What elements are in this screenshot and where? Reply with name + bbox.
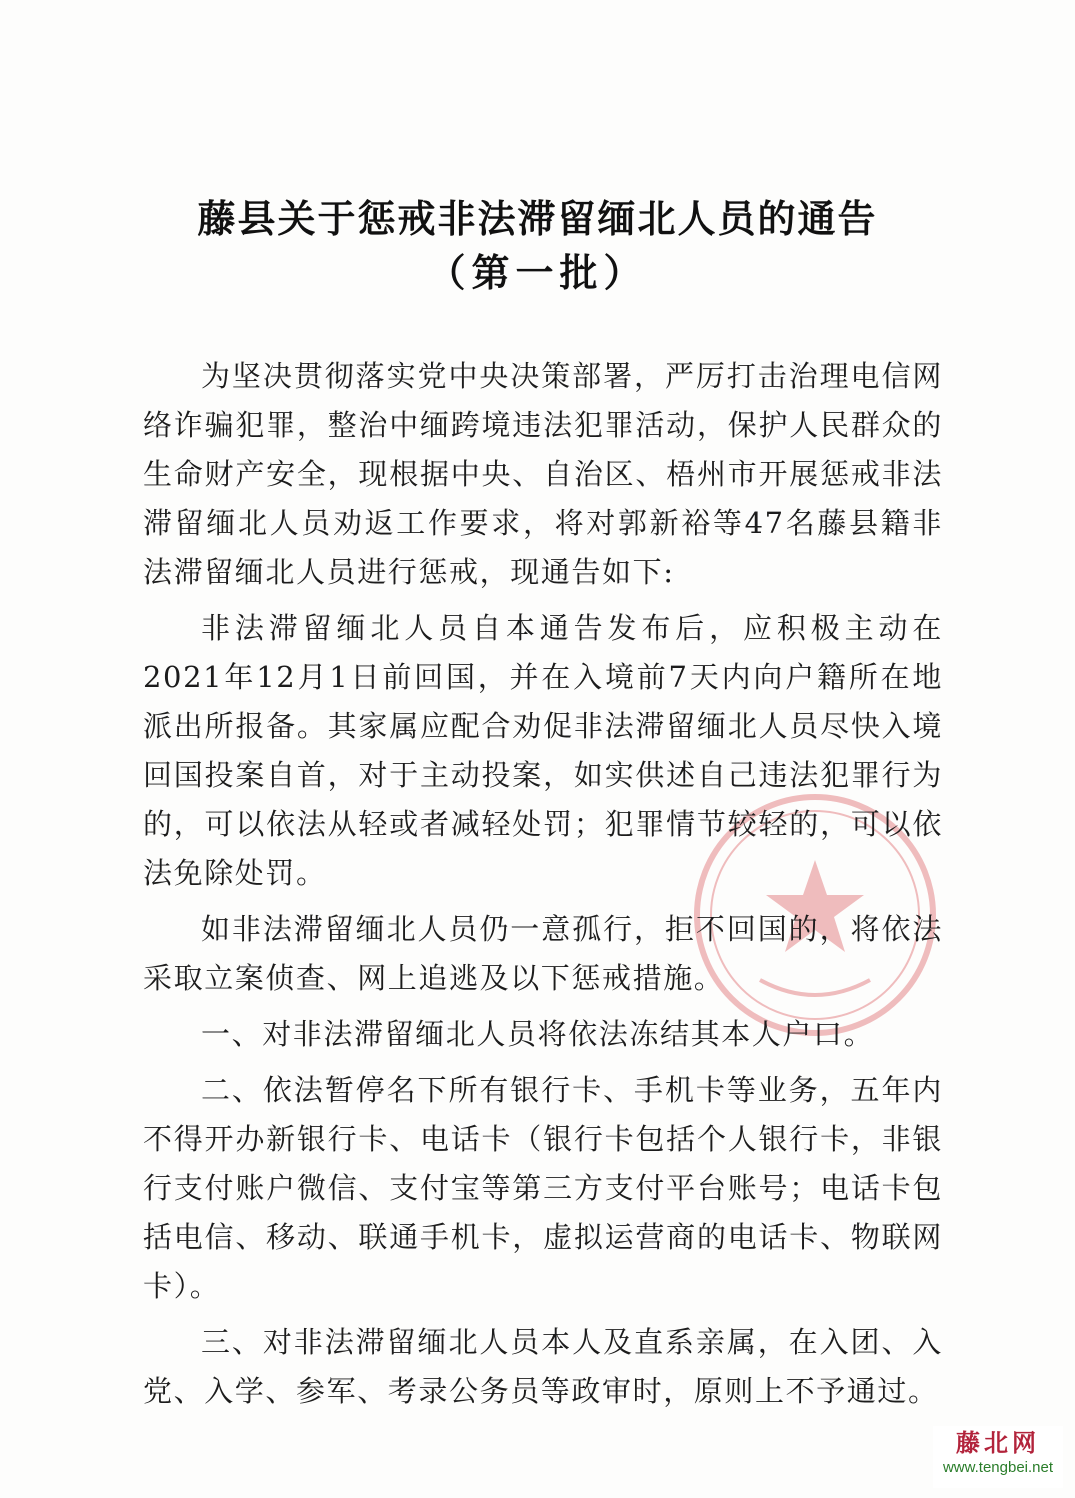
document-subtitle: （第一批）: [427, 251, 648, 295]
paragraph-measure-3: 三、对非法滞留缅北人员本人及直系亲属，在入团、入党、入学、参军、考录公务员等政审时，原则上不予通过。: [143, 1325, 943, 1408]
document-body: [143, 352, 943, 1416]
watermark-url: www.tengbei.net: [942, 1459, 1054, 1476]
paragraph-return-deadline: 非法滞留缅北人员自本通告发布后，应积极主动在2021年12月1日前回国，并在入境前7天内向户籍所在地派出所报备。其家属应配合劝促非法滞留缅北人员尽快入境回国投案自首，对于主动投案，如实供述自己违法犯罪行为的，可以依法从轻或者减轻处罚；犯罪情节较轻的，可以依法免除处罚。: [143, 611, 943, 890]
paragraph-measure-2: 二、依法暂停名下所有银行卡、手机卡等业务，五年内不得开办新银行卡、电话卡（银行卡包括个人银行卡，非银行支付账户微信、支付宝等第三方支付平台账号；电话卡包括电信、移动、联通手机卡，虚拟运营商的电话卡、物联网卡）。: [143, 1073, 943, 1303]
document-title: 藤县关于惩戒非法滞留缅北人员的通告: [197, 197, 878, 241]
paragraph-intro: 为坚决贯彻落实党中央决策部署，严厉打击治理电信网络诈骗犯罪，整治中缅跨境违法犯罪活动，保护人民群众的生命财产安全，现根据中央、自治区、梧州市开展惩戒非法滞留缅北人员劝返工作要求，将对郭新裕等47名藤县籍非法滞留缅北人员进行惩戒，现通告如下:: [143, 359, 943, 589]
paragraph-measure-1: 一、对非法滞留缅北人员将依法冻结其本人户口。: [201, 1017, 875, 1051]
site-watermark: [933, 1426, 1063, 1488]
watermark-site-name: 藤北网: [956, 1428, 1040, 1457]
paragraph-refusal-consequence: 如非法滞留缅北人员仍一意孤行，拒不回国的，将依法采取立案侦查、网上追逃及以下惩戒措施。: [143, 912, 943, 995]
